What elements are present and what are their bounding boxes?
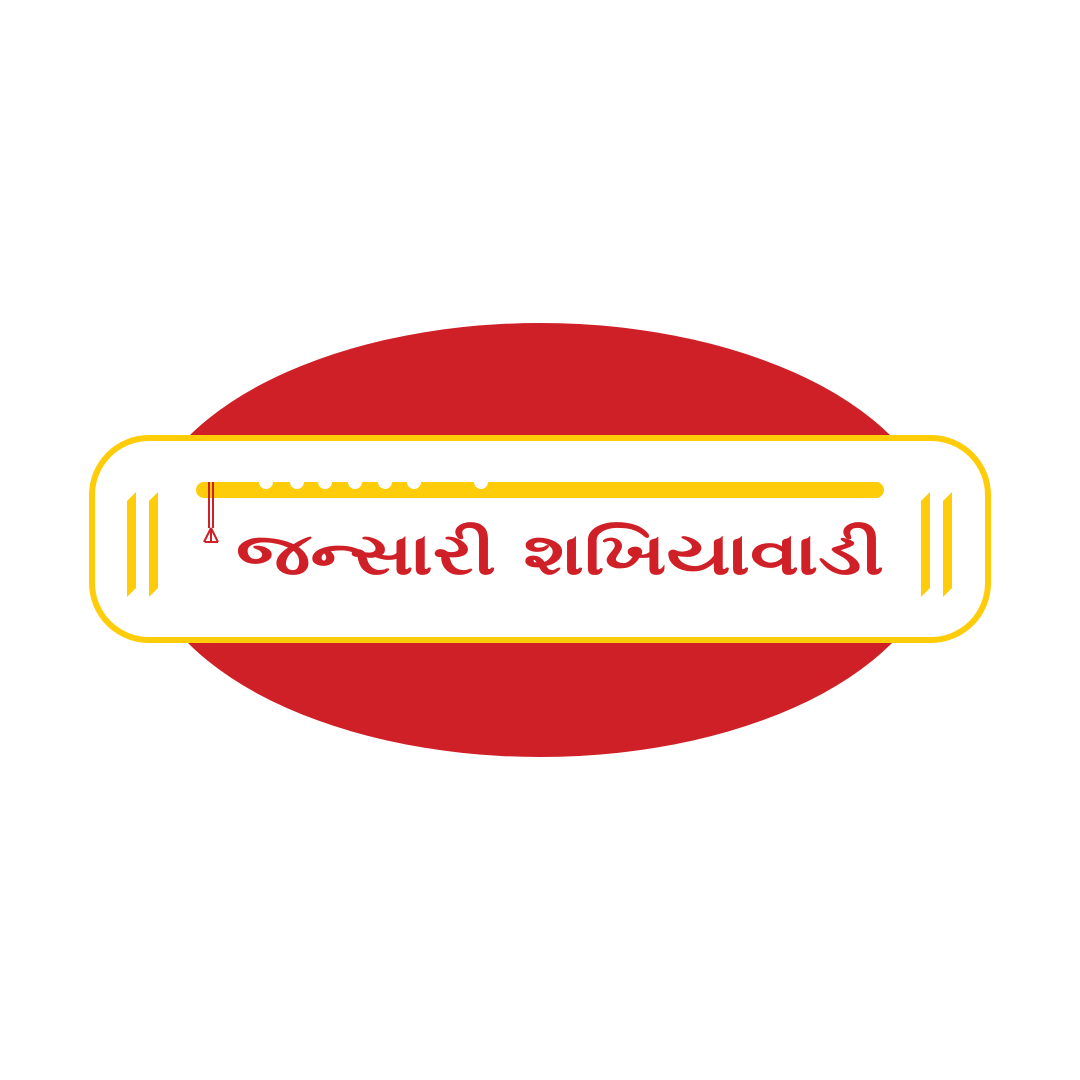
logo-wordmark: જન્સારી શખિયાવાડી: [236, 520, 884, 588]
